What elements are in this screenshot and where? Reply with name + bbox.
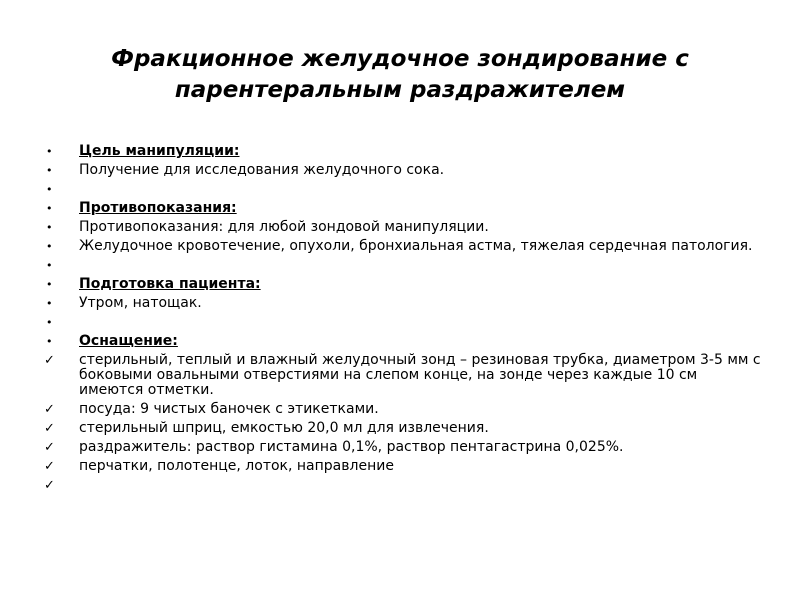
checkmark-bullet-icon: ✓	[44, 353, 55, 368]
bullet-dot-icon: •	[46, 259, 53, 272]
section-heading: Цель манипуляции:	[79, 143, 240, 159]
list-item	[44, 296, 764, 311]
bullet-dot-icon: •	[46, 221, 53, 234]
list-item	[44, 182, 764, 197]
slide-title: Фракционное желудочное зондирование с парентеральным раздражителем	[111, 46, 689, 103]
item-text: Противопоказания: для любой зондовой манипуляции.	[79, 219, 489, 235]
bullet-dot-icon: •	[46, 202, 53, 215]
list-item	[44, 220, 764, 235]
list-item	[44, 201, 764, 216]
list-item	[44, 258, 764, 273]
list-item	[44, 478, 764, 493]
bullet-dot-icon: •	[46, 278, 53, 291]
item-text: посуда: 9 чистых баночек с этикетками.	[79, 401, 379, 417]
list-item	[44, 334, 764, 349]
bullet-dot-icon: •	[46, 297, 53, 310]
item-text: Получение для исследования желудочного сока.	[79, 162, 445, 178]
item-text: перчатки, полотенце, лоток, направление	[79, 458, 394, 474]
checkmark-bullet-icon: ✓	[44, 478, 55, 493]
checkmark-bullet-icon: ✓	[44, 402, 55, 417]
checkmark-bullet-icon: ✓	[44, 421, 55, 436]
item-text: Желудочное кровотечение, опухоли, бронхиальная астма, тяжелая сердечная патология.	[79, 238, 753, 254]
bullet-dot-icon: •	[46, 164, 53, 177]
item-text: стерильный шприц, емкостью 20,0 мл для извлечения.	[79, 420, 489, 436]
list-item	[44, 163, 764, 178]
bullet-dot-icon: •	[46, 183, 53, 196]
item-text: Утром, натощак.	[79, 295, 202, 311]
list-item	[44, 315, 764, 330]
list-item	[44, 277, 764, 292]
section-heading: Подготовка пациента:	[79, 276, 261, 292]
list-item	[44, 421, 764, 436]
section-heading: Оснащение:	[79, 333, 178, 349]
list-item	[44, 144, 764, 159]
bullet-dot-icon: •	[46, 316, 53, 329]
section-heading: Противопоказания:	[79, 200, 237, 216]
bullet-dot-icon: •	[46, 240, 53, 253]
checkmark-bullet-icon: ✓	[44, 459, 55, 474]
checkmark-bullet-icon: ✓	[44, 440, 55, 455]
list-item	[44, 440, 764, 455]
list-item	[44, 459, 764, 474]
list-item	[44, 402, 764, 417]
item-text: стерильный, теплый и влажный желудочный зонд – резиновая трубка, диаметром 3-5 мм с боковыми овальными отверстиями на слепом конце, на зонде через каждые 10 см имеются отметки.	[79, 352, 761, 398]
bullet-dot-icon: •	[46, 335, 53, 348]
item-text: раздражитель: раствор гистамина 0,1%, раствор пентагастрина 0,025%.	[79, 439, 624, 455]
bullet-dot-icon: •	[46, 145, 53, 158]
list-item	[44, 239, 764, 254]
bullet-list	[44, 144, 764, 497]
list-item	[44, 353, 764, 398]
